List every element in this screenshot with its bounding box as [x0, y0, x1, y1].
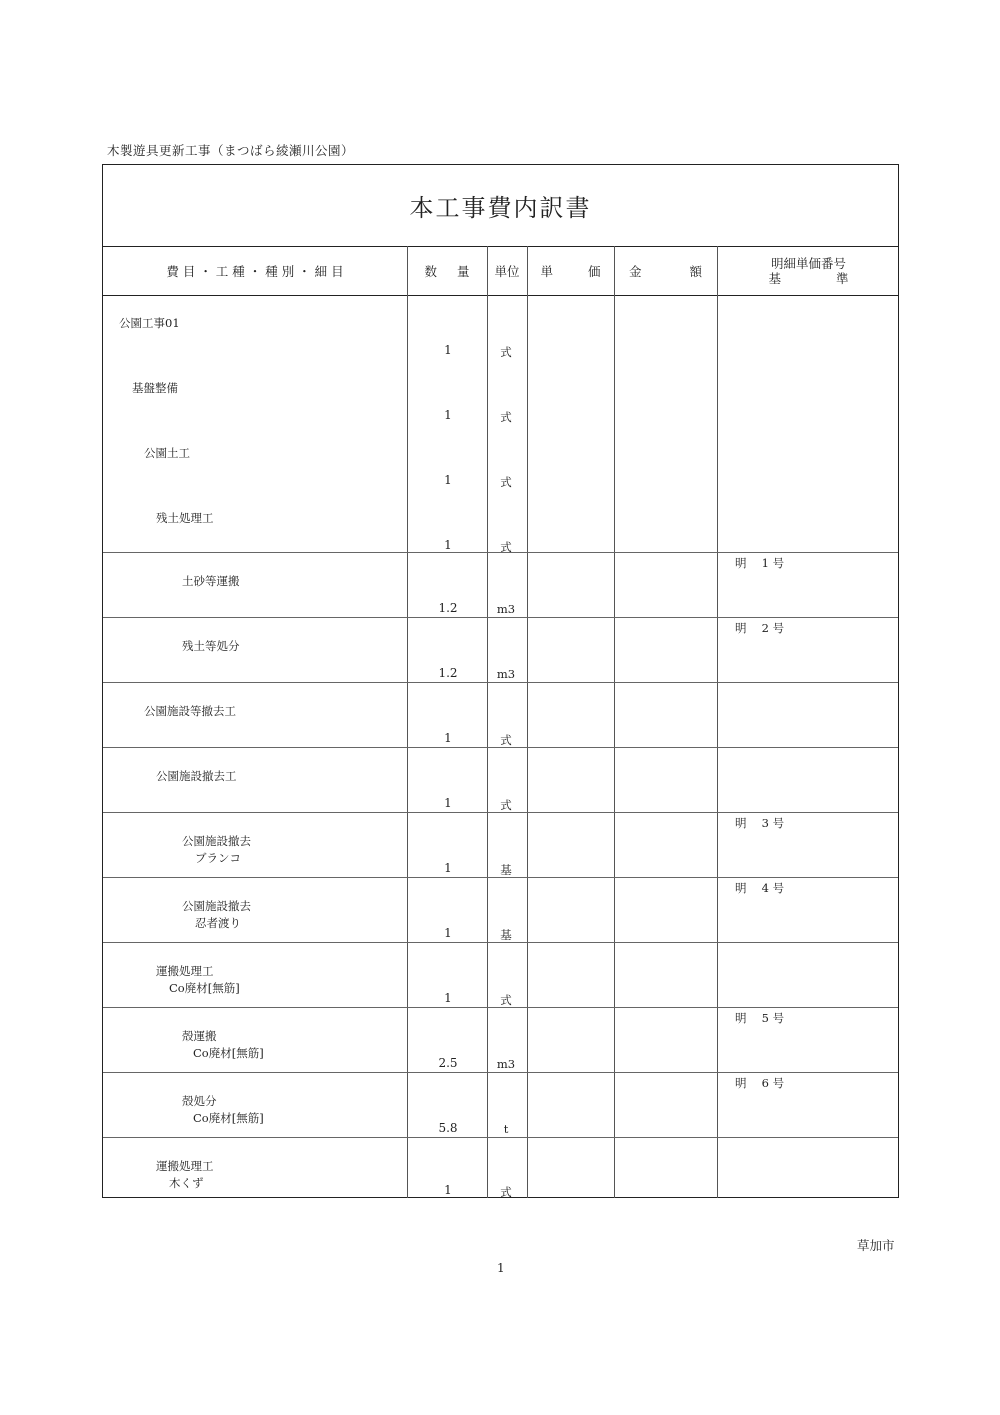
item-unit: t: [503, 1122, 509, 1136]
header-qty-b: 量: [457, 263, 470, 279]
item-detail: Co廃材[無筋]: [193, 1111, 264, 1125]
table-row: [103, 878, 898, 943]
item-ref: 明 4 号: [735, 881, 785, 895]
item-unit: 式: [500, 1185, 512, 1199]
item-unit: 式: [500, 345, 512, 359]
item-name: 残土処理工: [156, 511, 214, 525]
item-ref: 明 5 号: [735, 1011, 785, 1025]
item-ref: 明 3 号: [735, 816, 785, 830]
item-qty: 1: [444, 991, 452, 1005]
item-ref: 明 6 号: [735, 1076, 785, 1090]
table-row: [103, 488, 898, 553]
item-qty: 2.5: [438, 1056, 458, 1070]
item-name: 公園施設等撤去工: [144, 704, 236, 718]
item-detail: 木くず: [169, 1176, 204, 1190]
item-name: 公園施設撤去工: [156, 769, 237, 783]
page-number: 1: [497, 1261, 505, 1275]
table-row: [103, 943, 898, 1008]
header-price-b: 価: [588, 263, 601, 279]
header-unit: 単位: [494, 263, 520, 279]
item-name: 殻処分: [182, 1094, 217, 1108]
header-amount-a: 金: [628, 263, 642, 279]
item-qty: 1: [444, 861, 452, 875]
header-item: 費 目 ・ 工 種 ・ 種 別 ・ 細 目: [166, 263, 344, 279]
item-unit: 式: [500, 993, 512, 1007]
header-price: [527, 246, 614, 295]
item-qty: 1: [444, 926, 452, 940]
item-name: 殻運搬: [182, 1029, 217, 1043]
item-ref: 明 1 号: [735, 556, 785, 570]
table-row: [103, 618, 898, 683]
footer-city: 草加市: [857, 1238, 895, 1253]
item-unit: 式: [500, 475, 512, 489]
item-name: 公園土工: [144, 446, 190, 460]
table-row: [103, 748, 898, 813]
table-row: [103, 1008, 898, 1073]
header-ref-line2-a: 基: [768, 270, 782, 286]
item-detail: 忍者渡り: [195, 916, 241, 930]
item-qty: 1: [444, 538, 452, 552]
header-amount-b: 額: [689, 263, 703, 279]
item-ref: 明 2 号: [735, 621, 785, 635]
header-ref-line1: 明細単価番号: [770, 255, 846, 271]
item-qty: 1.2: [438, 601, 458, 615]
item-unit: 式: [500, 798, 512, 812]
item-name: 運搬処理工: [156, 964, 214, 978]
table-row: [103, 553, 898, 618]
item-qty: 1: [444, 408, 452, 422]
item-unit: 式: [500, 540, 512, 554]
item-unit: 基: [500, 928, 512, 942]
item-unit: 式: [500, 410, 512, 424]
table-row: [103, 683, 898, 748]
header-qty: [407, 246, 487, 295]
item-name: 公園施設撤去: [182, 834, 251, 848]
item-detail: Co廃材[無筋]: [193, 1046, 264, 1060]
header-amount: [614, 246, 717, 295]
header-price-a: 単: [540, 263, 553, 279]
item-unit: m3: [496, 667, 516, 681]
item-qty: 1: [444, 731, 452, 745]
breakdown-sheet: [102, 164, 899, 1198]
document-title: 本工事費内訳書: [103, 165, 898, 247]
table-row: [103, 1073, 898, 1138]
item-qty: 1: [444, 796, 452, 810]
header-ref-line2: [769, 271, 849, 286]
item-name: 公園工事01: [119, 316, 180, 330]
project-title: 木製遊具更新工事（まつばら綾瀬川公園）: [107, 143, 355, 158]
item-qty: 1: [444, 1183, 452, 1197]
item-unit: m3: [496, 602, 516, 616]
item-qty: 5.8: [438, 1121, 458, 1135]
item-qty: 1.2: [438, 666, 458, 680]
item-detail: ブランコ: [195, 851, 241, 865]
header-qty-a: 数: [424, 263, 437, 279]
table-row: [103, 813, 898, 878]
item-name: 残土等処分: [182, 639, 240, 653]
item-name: 運搬処理工: [156, 1159, 214, 1173]
item-name: 公園施設撤去: [182, 899, 251, 913]
header-ref-line2-b: 準: [835, 270, 849, 286]
table-header: [103, 246, 898, 296]
item-unit: 基: [500, 863, 512, 877]
item-detail: Co廃材[無筋]: [169, 981, 240, 995]
item-qty: 1: [444, 473, 452, 487]
item-unit: m3: [496, 1057, 516, 1071]
table-row: [103, 1138, 898, 1198]
item-unit: 式: [500, 733, 512, 747]
item-qty: 1: [444, 343, 452, 357]
item-name: 基盤整備: [132, 381, 178, 395]
header-ref: [717, 246, 900, 295]
item-name: 土砂等運搬: [182, 574, 240, 588]
